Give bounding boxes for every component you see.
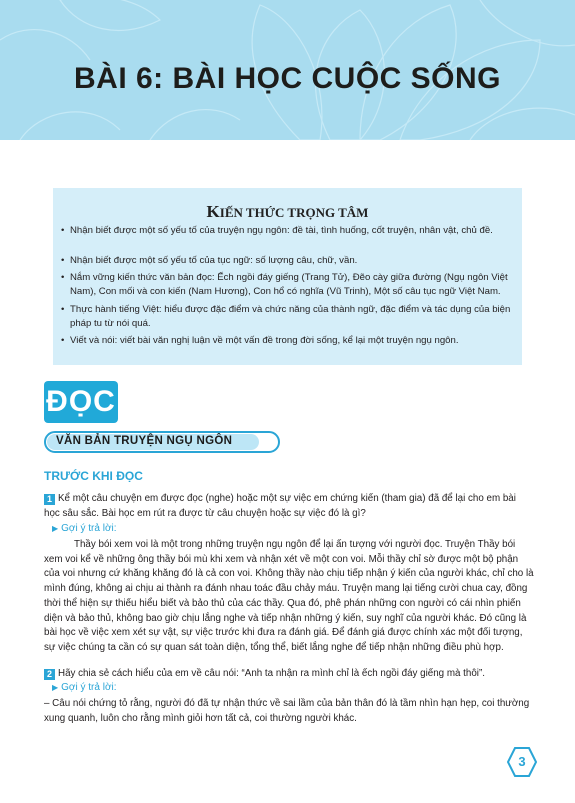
question-number: 2 — [44, 669, 55, 680]
hint-label — [52, 523, 117, 534]
page-header — [0, 0, 575, 140]
hint-text: Gợi ý trả lời: — [61, 523, 117, 534]
hint-text: Gợi ý trả lời: — [61, 682, 117, 693]
page-number — [507, 747, 537, 777]
title-rest: IẾN THỨC TRỌNG TÂM — [219, 205, 369, 220]
knowledge-text: Thực hành tiếng Việt: hiểu được đặc điểm và chức năng của thành ngữ, đặc điểm và tác dụng của biện pháp tu từ nói quá. — [70, 304, 511, 329]
triangle-icon: ▶ — [52, 524, 59, 533]
knowledge-text: Nắm vững kiến thức văn bản đọc: Ếch ngồi đáy giếng (Trang Tử), Đẽo cày giữa đường (Ngụ ngôn Việt Nam), Con mối và con kiến (Nam Hương), Con hổ có nghĩa (Vũ Trinh), Một số câu tục ngữ Việt Nam. — [70, 272, 508, 297]
bullet: • — [61, 335, 65, 346]
bullet: • — [61, 304, 65, 315]
reading-badge-label: ĐỌC — [46, 385, 116, 418]
knowledge-text: Nhận biết được một số yếu tố của truyện ngụ ngôn: đề tài, tình huống, cốt truyện, nhân vật, chủ đề. — [70, 225, 493, 236]
section-heading-bar — [44, 431, 282, 455]
hint-label — [52, 682, 117, 693]
knowledge-item — [61, 254, 513, 268]
answer-2: – Câu nói chứng tỏ rằng, người đó đã tự nhận thức về sai lầm của bản thân đó là tầm nhìn hạn hẹp, coi thường xung quanh, luôn cho rằng mình giỏi hơn tất cả, coi thường người khác. — [44, 698, 530, 724]
page-title: BÀI 6: BÀI HỌC CUỘC SỐNG — [73, 62, 502, 95]
bullet: • — [61, 225, 65, 236]
question-text: Kể một câu chuyện em được đọc (nghe) hoặc một sự việc em chứng kiến (tham gia) đã để lại cho em bài học sâu sắc. Bài học em rút ra được từ câu chuyện hoặc sự việc đó là gì? — [44, 493, 516, 519]
knowledge-item — [61, 224, 513, 238]
bullet: • — [61, 255, 65, 266]
key-knowledge-title — [53, 202, 522, 222]
bullet: • — [61, 272, 65, 283]
before-reading-heading: TRƯỚC KHI ĐỌC — [44, 469, 143, 483]
question-1 — [44, 492, 534, 521]
section-heading: VĂN BẢN TRUYỆN NGỤ NGÔN — [56, 435, 233, 447]
question-text: Hãy chia sẻ cách hiểu của em về câu nói: “Anh ta nhận ra mình chỉ là ếch ngồi đáy giếng mà thôi”. — [58, 668, 485, 679]
page-number-text: 3 — [518, 754, 526, 769]
knowledge-item — [61, 303, 513, 330]
question-2 — [44, 667, 534, 682]
question-number: 1 — [44, 494, 55, 505]
knowledge-item — [61, 334, 513, 348]
reading-badge — [44, 381, 118, 423]
key-knowledge-box — [53, 188, 522, 365]
title-initial: K — [206, 202, 220, 221]
knowledge-text: Nhận biết được một số yếu tố của tục ngữ: số lượng câu, chữ, vần. — [70, 255, 358, 266]
answer-1: Thầy bói xem voi là một trong những truyện ngụ ngôn để lại ấn tượng với người đọc. Truyện Thầy bói xem voi kể về những ông thầy bói mù khi xem và nhận xét về một con voi. Mỗi thầy chỉ sờ được một bộ phận của voi nhưng cứ khăng khăng đó là cả con voi. Không thầy nào chịu tiếp nhận ý kiến của người khác, chỉ cho là mình đúng, không ai chịu ai thành ra đánh nhau toác đầu chảy máu. Truyện mang lại tiếng cười chua cay, đồng thời thể hiện sự thiếu hiểu biết và bảo thủ của các thầy. Qua đó, phê phán những con người có cái nhìn phiến diện và bảo thủ, không bao giờ chịu lắng nghe và tiếp nhận những ý kiến, suy nghĩ của người khác. Đó cũng là bài học về việc xem xét sự vật, sự việc trước khi đưa ra đánh giá. Để đánh giá được chính xác một đối tượng, sự việc chúng ta cần có sự quan sát toàn diện, tổng thể, biết lắng nghe để tiếp nhận những điều phù hợp. — [44, 539, 534, 653]
knowledge-text: Viết và nói: viết bài văn nghị luận về một vấn đề trong đời sống, kể lại một truyện ngụ ngôn. — [70, 335, 459, 346]
triangle-icon: ▶ — [52, 683, 59, 692]
knowledge-item — [61, 271, 513, 298]
